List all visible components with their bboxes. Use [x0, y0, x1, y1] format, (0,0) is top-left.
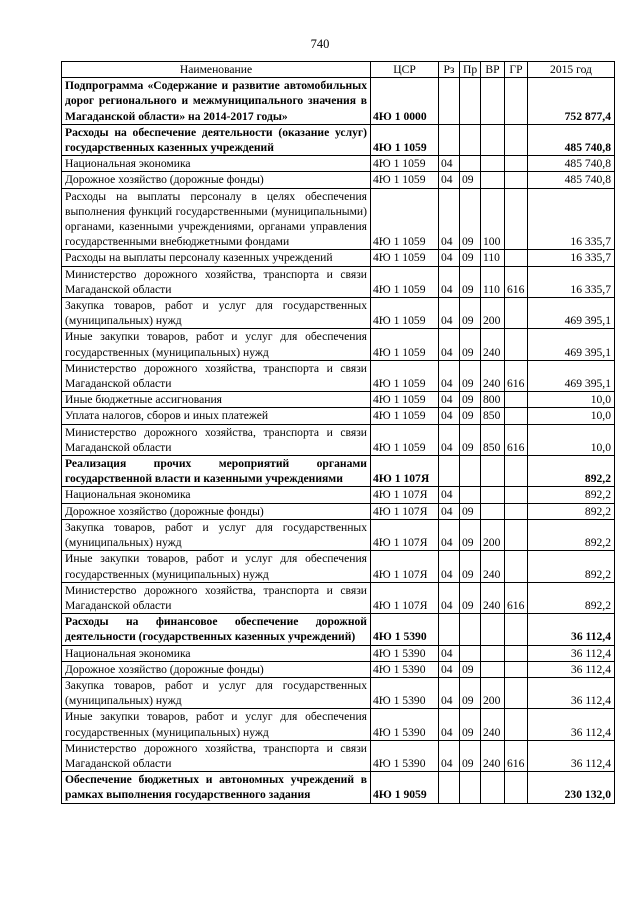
cell-name: Расходы на выплаты персоналу в целях обеспечения выполнения функций государственными (муниципальными) органами, казенными учреждениями, органами управления государственными внебюджетными фондами: [62, 188, 371, 250]
cell-csr: 4Ю 1 1059: [371, 392, 439, 408]
cell-gr: [505, 172, 528, 188]
table-row: [62, 266, 615, 297]
cell-csr: 4Ю 1 5390: [371, 709, 439, 740]
cell-amount: 16 335,7: [528, 250, 615, 266]
table-row: [62, 78, 615, 125]
cell-name: Закупка товаров, работ и услуг для государственных (муниципальных) нужд: [62, 519, 371, 550]
cell-vr: 200: [481, 519, 505, 550]
cell-csr: 4Ю 1 9059: [371, 772, 439, 803]
cell-gr: [505, 124, 528, 155]
header-csr: ЦСР: [371, 62, 439, 78]
cell-csr: 4Ю 1 5390: [371, 677, 439, 708]
table-row: [62, 614, 615, 645]
cell-rz: 04: [439, 250, 460, 266]
cell-gr: [505, 487, 528, 503]
cell-gr: [505, 392, 528, 408]
cell-name: Иные закупки товаров, работ и услуг для обеспечения государственных (муниципальных) нужд: [62, 551, 371, 582]
cell-amount: 892,2: [528, 551, 615, 582]
cell-vr: [481, 172, 505, 188]
header-gr: ГР: [505, 62, 528, 78]
cell-rz: 04: [439, 487, 460, 503]
cell-name: Расходы на выплаты персоналу казенных учреждений: [62, 250, 371, 266]
cell-gr: 616: [505, 582, 528, 613]
cell-name: Национальная экономика: [62, 487, 371, 503]
cell-rz: 04: [439, 551, 460, 582]
cell-name: Министерство дорожного хозяйства, транспорта и связи Магаданской области: [62, 360, 371, 391]
cell-rz: 04: [439, 740, 460, 771]
cell-name: Иные закупки товаров, работ и услуг для обеспечения государственных (муниципальных) нужд: [62, 709, 371, 740]
cell-name: Закупка товаров, работ и услуг для государственных (муниципальных) нужд: [62, 298, 371, 329]
cell-amount: 36 112,4: [528, 709, 615, 740]
cell-rz: 04: [439, 172, 460, 188]
cell-csr: 4Ю 1 1059: [371, 188, 439, 250]
table-row: [62, 424, 615, 455]
cell-gr: [505, 329, 528, 360]
cell-gr: [505, 661, 528, 677]
cell-pr: [460, 614, 481, 645]
cell-vr: 850: [481, 424, 505, 455]
table-row: [62, 487, 615, 503]
cell-vr: [481, 772, 505, 803]
cell-gr: [505, 188, 528, 250]
cell-pr: [460, 645, 481, 661]
table-row: [62, 645, 615, 661]
budget-table: [61, 61, 615, 804]
cell-name: Закупка товаров, работ и услуг для государственных (муниципальных) нужд: [62, 677, 371, 708]
cell-gr: [505, 503, 528, 519]
cell-pr: 09: [460, 424, 481, 455]
cell-name: Министерство дорожного хозяйства, транспорта и связи Магаданской области: [62, 424, 371, 455]
cell-csr: 4Ю 1 1059: [371, 329, 439, 360]
cell-gr: [505, 614, 528, 645]
cell-amount: 469 395,1: [528, 329, 615, 360]
cell-vr: 110: [481, 266, 505, 297]
cell-rz: [439, 456, 460, 487]
cell-rz: 04: [439, 519, 460, 550]
cell-pr: 09: [460, 392, 481, 408]
cell-amount: 36 112,4: [528, 661, 615, 677]
table-row: [62, 519, 615, 550]
cell-csr: 4Ю 1 1059: [371, 156, 439, 172]
cell-gr: [505, 456, 528, 487]
header-vr: ВР: [481, 62, 505, 78]
cell-name: Дорожное хозяйство (дорожные фонды): [62, 661, 371, 677]
cell-csr: 4Ю 1 107Я: [371, 456, 439, 487]
cell-vr: 240: [481, 360, 505, 391]
cell-rz: 04: [439, 424, 460, 455]
cell-amount: 469 395,1: [528, 360, 615, 391]
cell-rz: 04: [439, 677, 460, 708]
cell-pr: 09: [460, 408, 481, 424]
cell-rz: [439, 124, 460, 155]
cell-gr: [505, 772, 528, 803]
cell-csr: 4Ю 1 107Я: [371, 551, 439, 582]
cell-vr: [481, 661, 505, 677]
cell-vr: [481, 456, 505, 487]
cell-rz: [439, 78, 460, 125]
cell-name: Министерство дорожного хозяйства, транспорта и связи Магаданской области: [62, 740, 371, 771]
cell-csr: 4Ю 1 5390: [371, 645, 439, 661]
table-header-row: [62, 62, 615, 78]
cell-gr: 616: [505, 266, 528, 297]
header-rz: Рз: [439, 62, 460, 78]
cell-csr: 4Ю 1 1059: [371, 298, 439, 329]
cell-csr: 4Ю 1 107Я: [371, 487, 439, 503]
cell-rz: 04: [439, 329, 460, 360]
cell-gr: 616: [505, 424, 528, 455]
cell-amount: 892,2: [528, 503, 615, 519]
cell-rz: 04: [439, 298, 460, 329]
cell-pr: [460, 124, 481, 155]
cell-rz: 04: [439, 266, 460, 297]
cell-pr: 09: [460, 329, 481, 360]
cell-amount: 485 740,8: [528, 156, 615, 172]
cell-rz: [439, 614, 460, 645]
cell-vr: 240: [481, 709, 505, 740]
cell-pr: 09: [460, 250, 481, 266]
cell-rz: [439, 772, 460, 803]
cell-name: Подпрограмма «Содержание и развитие автомобильных дорог регионального и межмуниципального значения в Магаданской области» на 2014-2017 годы»: [62, 78, 371, 125]
table-row: [62, 503, 615, 519]
cell-csr: 4Ю 1 5390: [371, 614, 439, 645]
cell-name: Иные закупки товаров, работ и услуг для обеспечения государственных (муниципальных) нужд: [62, 329, 371, 360]
table-row: [62, 408, 615, 424]
cell-rz: 04: [439, 408, 460, 424]
cell-amount: 16 335,7: [528, 188, 615, 250]
cell-amount: 10,0: [528, 424, 615, 455]
header-year: 2015 год: [528, 62, 615, 78]
cell-vr: [481, 503, 505, 519]
table-row: [62, 582, 615, 613]
table-row: [62, 360, 615, 391]
cell-pr: 09: [460, 740, 481, 771]
table-row: [62, 677, 615, 708]
cell-pr: [460, 487, 481, 503]
cell-csr: 4Ю 1 107Я: [371, 503, 439, 519]
table-row: [62, 156, 615, 172]
cell-vr: 240: [481, 329, 505, 360]
cell-gr: 616: [505, 740, 528, 771]
cell-rz: 04: [439, 661, 460, 677]
cell-gr: [505, 298, 528, 329]
cell-gr: [505, 677, 528, 708]
cell-vr: [481, 487, 505, 503]
table-row: [62, 772, 615, 803]
cell-gr: [505, 709, 528, 740]
cell-csr: 4Ю 1 1059: [371, 266, 439, 297]
cell-name: Иные бюджетные ассигнования: [62, 392, 371, 408]
cell-pr: [460, 456, 481, 487]
cell-amount: 485 740,8: [528, 172, 615, 188]
cell-csr: 4Ю 1 5390: [371, 740, 439, 771]
cell-name: Обеспечение бюджетных и автономных учреждений в рамках выполнения государственного задания: [62, 772, 371, 803]
cell-vr: 200: [481, 298, 505, 329]
cell-rz: 04: [439, 156, 460, 172]
cell-pr: 09: [460, 188, 481, 250]
cell-amount: 469 395,1: [528, 298, 615, 329]
cell-gr: [505, 551, 528, 582]
cell-vr: 200: [481, 677, 505, 708]
cell-name: Министерство дорожного хозяйства, транспорта и связи Магаданской области: [62, 266, 371, 297]
cell-name: Реализация прочих мероприятий органами государственной власти и казенными учреждениями: [62, 456, 371, 487]
cell-csr: 4Ю 1 1059: [371, 172, 439, 188]
cell-csr: 4Ю 1 0000: [371, 78, 439, 125]
cell-name: Министерство дорожного хозяйства, транспорта и связи Магаданской области: [62, 582, 371, 613]
page-number: 740: [310, 37, 330, 51]
cell-vr: 240: [481, 582, 505, 613]
cell-gr: [505, 250, 528, 266]
cell-name: Дорожное хозяйство (дорожные фонды): [62, 172, 371, 188]
header-name: Наименование: [62, 62, 371, 78]
cell-vr: 850: [481, 408, 505, 424]
cell-gr: 616: [505, 360, 528, 391]
cell-amount: 16 335,7: [528, 266, 615, 297]
cell-csr: 4Ю 1 5390: [371, 661, 439, 677]
cell-amount: 485 740,8: [528, 124, 615, 155]
cell-gr: [505, 156, 528, 172]
cell-pr: 09: [460, 551, 481, 582]
table-row: [62, 298, 615, 329]
table-row: [62, 124, 615, 155]
header-pr: Пр: [460, 62, 481, 78]
cell-pr: 09: [460, 172, 481, 188]
cell-pr: 09: [460, 503, 481, 519]
table-row: [62, 250, 615, 266]
cell-rz: 04: [439, 188, 460, 250]
cell-vr: 800: [481, 392, 505, 408]
cell-gr: [505, 78, 528, 125]
cell-vr: 100: [481, 188, 505, 250]
cell-rz: 04: [439, 503, 460, 519]
cell-rz: 04: [439, 709, 460, 740]
cell-name: Расходы на финансовое обеспечение дорожной деятельности (государственных казенных учреждений): [62, 614, 371, 645]
cell-csr: 4Ю 1 1059: [371, 424, 439, 455]
cell-pr: 09: [460, 677, 481, 708]
cell-amount: 892,2: [528, 582, 615, 613]
cell-pr: [460, 772, 481, 803]
cell-pr: 09: [460, 266, 481, 297]
cell-pr: [460, 78, 481, 125]
cell-pr: 09: [460, 582, 481, 613]
table-row: [62, 329, 615, 360]
cell-rz: 04: [439, 645, 460, 661]
cell-gr: [505, 519, 528, 550]
cell-name: Национальная экономика: [62, 156, 371, 172]
cell-rz: 04: [439, 392, 460, 408]
cell-vr: [481, 645, 505, 661]
cell-rz: 04: [439, 582, 460, 613]
cell-pr: 09: [460, 519, 481, 550]
table-row: [62, 709, 615, 740]
cell-amount: 36 112,4: [528, 740, 615, 771]
cell-name: Дорожное хозяйство (дорожные фонды): [62, 503, 371, 519]
table-row: [62, 188, 615, 250]
cell-amount: 36 112,4: [528, 677, 615, 708]
cell-pr: 09: [460, 661, 481, 677]
cell-csr: 4Ю 1 107Я: [371, 582, 439, 613]
cell-gr: [505, 645, 528, 661]
table-row: [62, 661, 615, 677]
cell-vr: 110: [481, 250, 505, 266]
cell-gr: [505, 408, 528, 424]
cell-csr: 4Ю 1 1059: [371, 124, 439, 155]
cell-vr: 240: [481, 740, 505, 771]
cell-pr: 09: [460, 360, 481, 391]
table-row: [62, 456, 615, 487]
cell-vr: [481, 156, 505, 172]
cell-pr: 09: [460, 709, 481, 740]
table-row: [62, 740, 615, 771]
cell-name: Расходы на обеспечение деятельности (оказание услуг) государственных казенных учреждений: [62, 124, 371, 155]
cell-rz: 04: [439, 360, 460, 391]
cell-amount: 892,2: [528, 456, 615, 487]
table-row: [62, 172, 615, 188]
cell-name: Уплата налогов, сборов и иных платежей: [62, 408, 371, 424]
cell-vr: [481, 78, 505, 125]
cell-name: Национальная экономика: [62, 645, 371, 661]
cell-csr: 4Ю 1 1059: [371, 250, 439, 266]
cell-amount: 10,0: [528, 408, 615, 424]
cell-amount: 230 132,0: [528, 772, 615, 803]
cell-pr: [460, 156, 481, 172]
cell-csr: 4Ю 1 1059: [371, 360, 439, 391]
table-row: [62, 551, 615, 582]
cell-pr: 09: [460, 298, 481, 329]
cell-amount: 892,2: [528, 487, 615, 503]
cell-amount: 36 112,4: [528, 645, 615, 661]
cell-csr: 4Ю 1 1059: [371, 408, 439, 424]
cell-csr: 4Ю 1 107Я: [371, 519, 439, 550]
cell-vr: 240: [481, 551, 505, 582]
cell-amount: 892,2: [528, 519, 615, 550]
cell-amount: 36 112,4: [528, 614, 615, 645]
cell-amount: 752 877,4: [528, 78, 615, 125]
cell-vr: [481, 614, 505, 645]
table-row: [62, 392, 615, 408]
cell-vr: [481, 124, 505, 155]
cell-amount: 10,0: [528, 392, 615, 408]
